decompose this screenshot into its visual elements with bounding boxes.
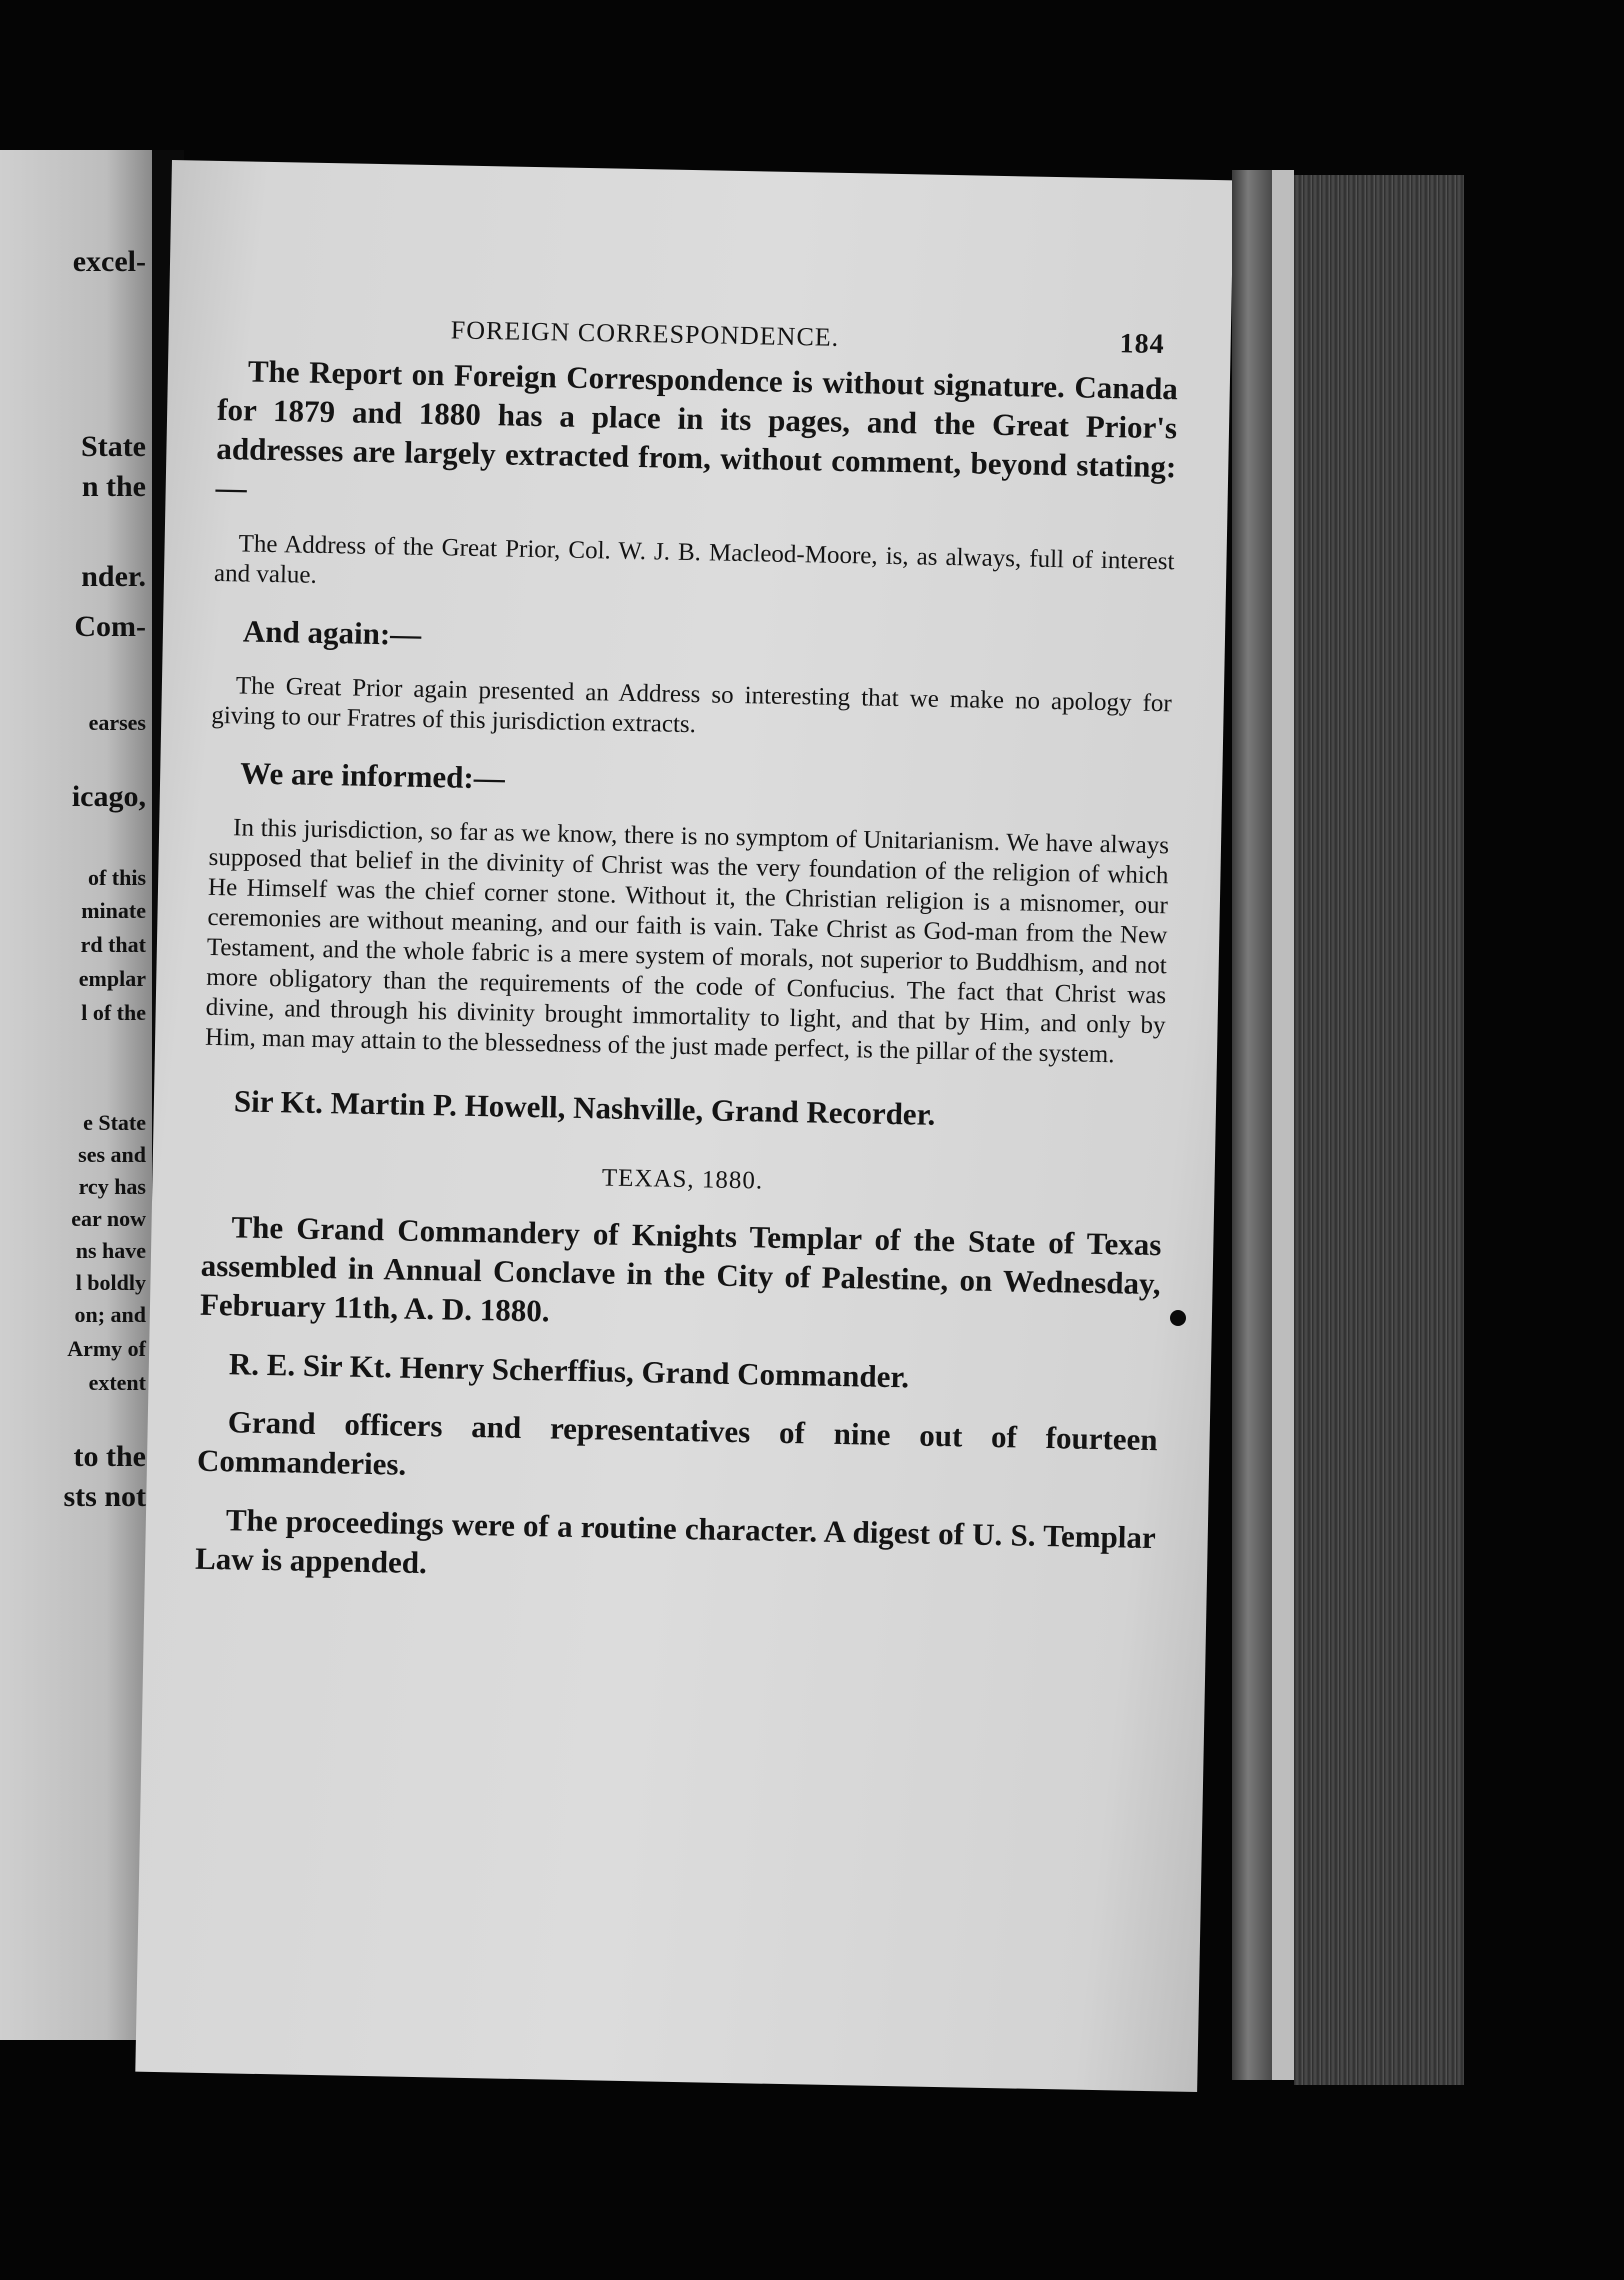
left-page-fragment: Army of bbox=[67, 1336, 146, 1361]
quote-great-prior: The Great Prior again presented an Address so interesting that we make no apology for giving to our Fratres of this jurisdiction extracts. bbox=[211, 672, 1173, 739]
paragraph-officers: Grand officers and representatives of nine out of fourteen Commanderies. bbox=[196, 1404, 1158, 1482]
paragraph-proceedings: The proceedings were of a routine character. A digest of U. S. Templar Law is appended. bbox=[194, 1502, 1157, 1581]
quote-jurisdiction: In this jurisdiction, so far as we know, there is no symptom of Unitarianism. We have always supposed that belief in the divinity of Christ was the very foundation of the religion of which He Himself was the chief corner stone. Without it, the Christian religion is a misnomer, our ceremonies are without meaning, and our faith is vain. Take Christ as God-man from the New Testament, and the whole fabric is a mere system of morals, not superior to Buddhism, and not more obligatory than the requirements of the code of Confucius. The fact that Christ was divine, and through his divinity brought immortality to light, and that by Him, and only by Him, man may attain to the blessedness of the just made perfect, is the pillar of the system. bbox=[204, 814, 1170, 1069]
left-page-fragment: State bbox=[81, 430, 146, 463]
page-number: 184 bbox=[1119, 328, 1165, 361]
left-page bbox=[0, 150, 152, 2040]
left-page-fragment: extent bbox=[88, 1370, 146, 1395]
left-page-fragment: on; and bbox=[74, 1302, 146, 1327]
book-page bbox=[135, 160, 1234, 2092]
page-edge-shadow bbox=[1232, 170, 1272, 2080]
left-page-fragment: excel- bbox=[72, 245, 146, 278]
left-page-fragment: Com- bbox=[74, 610, 146, 643]
left-page-fragment: rd that bbox=[80, 932, 146, 957]
paragraph-texas-conclave: The Grand Commandery of Knights Templar of the State of Texas assembled in Annual Conclave in the City of Palestine, on Wednesday, February 11th, A. D. 1880. bbox=[199, 1209, 1162, 1329]
quote-address: The Address of the Great Prior, Col. W. J. B. Macleod-Moore, is, as always, full of interest and value. bbox=[213, 530, 1175, 589]
section-heading-texas: TEXAS, 1880. bbox=[601, 1164, 764, 1195]
page-edge-light bbox=[1272, 170, 1294, 2080]
page-content bbox=[195, 311, 1179, 1596]
left-page-fragment: ns have bbox=[75, 1238, 146, 1263]
grand-commander-line: R. E. Sir Kt. Henry Scherffius, Grand Commander. bbox=[228, 1346, 910, 1395]
ink-spot bbox=[1170, 1310, 1186, 1326]
lead-and-again: And again:— bbox=[242, 613, 422, 652]
left-page-fragment: to the bbox=[73, 1440, 146, 1473]
left-page-fragment: n the bbox=[81, 470, 146, 503]
left-page-fragment: of this bbox=[87, 865, 146, 890]
left-page-fragment: ear now bbox=[71, 1206, 146, 1231]
paragraph-report: The Report on Foreign Correspondence is without signature. Canada for 1879 and 1880 has a place in its pages, and the Great Prior's addresses are largely extracted from, without comment, beyond stating:— bbox=[215, 353, 1179, 506]
left-page-fragment: emplar bbox=[78, 966, 146, 991]
left-page-fragment: earses bbox=[88, 710, 146, 735]
running-title: FOREIGN CORRESPONDENCE. bbox=[450, 315, 840, 352]
left-page-fragment: minate bbox=[81, 898, 146, 923]
left-page-fragment: nder. bbox=[81, 560, 146, 593]
signature-recorder: Sir Kt. Martin P. Howell, Nashville, Grand Recorder. bbox=[233, 1083, 936, 1132]
book-fore-edge bbox=[1294, 175, 1464, 2085]
left-page-fragment: rcy has bbox=[78, 1174, 146, 1199]
left-page-fragment: icago, bbox=[71, 780, 146, 813]
lead-we-are-informed: We are informed:— bbox=[239, 755, 506, 796]
left-page-fragment: ses and bbox=[78, 1142, 146, 1167]
left-page-fragment: l boldly bbox=[75, 1270, 146, 1295]
left-page-fragment: l of the bbox=[81, 1000, 146, 1025]
left-page-fragment: sts not bbox=[63, 1480, 146, 1513]
left-page-fragment: e State bbox=[83, 1110, 146, 1135]
